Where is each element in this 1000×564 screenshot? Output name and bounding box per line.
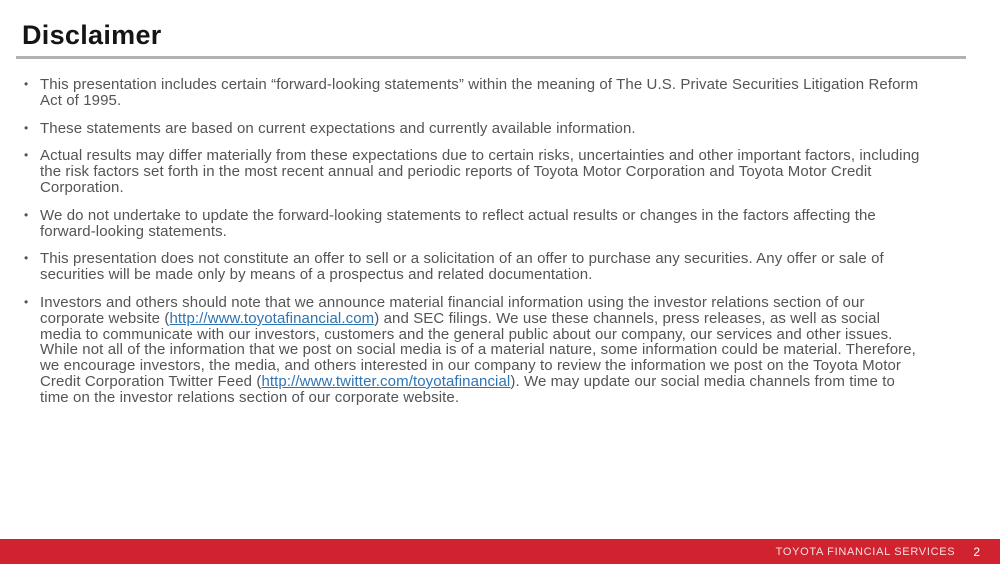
bullet-text: We do not undertake to update the forward-looking statements to reflect actual results or changes in the factors affecting the forward-looking statements. <box>40 206 876 240</box>
bullet-text <box>40 295 920 406</box>
bullet-text: These statements are based on current expectations and currently available information. <box>40 119 636 137</box>
footer-company-label: TOYOTA FINANCIAL SERVICES <box>775 545 956 558</box>
page-title: Disclaimer <box>22 20 162 50</box>
bullet-text-segment: ). We may update our social media channels from time to time on the investor relations section of our corporate website. <box>40 372 895 406</box>
list-item <box>24 121 920 137</box>
list-item <box>24 148 920 195</box>
toyotafinancial-link[interactable]: http://www.toyotafinancial.com <box>169 309 375 327</box>
twitter-feed-link[interactable]: http://www.twitter.com/toyotafinancial <box>261 372 511 390</box>
title-divider <box>16 56 966 59</box>
bullet-list <box>24 77 920 418</box>
bullet-marker: • <box>24 120 29 135</box>
footer-bar <box>0 539 1000 564</box>
list-item <box>24 208 920 240</box>
bullet-marker: • <box>24 251 29 266</box>
bullet-marker: • <box>24 77 29 91</box>
bullet-marker: • <box>24 207 29 222</box>
bullet-text-segment: Investors and others should note that we announce material financial information using the investor relations section of our corporate website ( <box>40 293 865 327</box>
page-number: 2 <box>973 544 980 559</box>
bullet-text: This presentation includes certain “forward-looking statements” within the meaning of The U.S. Private Securities Litigation Reform Act of 1995. <box>40 76 919 109</box>
bullet-marker: • <box>24 294 29 309</box>
list-item <box>24 295 920 406</box>
bullet-text: Actual results may differ materially from these expectations due to certain risks, uncertainties and other important factors, including the risk factors set forth in the most recent annual and periodic reports of Toyota Motor Corporation and Toyota Motor Credit Corporation. <box>40 147 920 196</box>
bullet-text: This presentation does not constitute an offer to sell or a solicitation of an offer to purchase any securities. Any offer or sale of securities will be made only by means of a prospectus and related documentation. <box>40 250 884 284</box>
bullet-text-segment: ) and SEC filings. We use these channels, press releases, as well as social media to communicate with our investors, customers and the general public about our company, our services and other issues. While not all of the information that we post on social media is of a material nature, some information could be material. Therefore, we encourage investors, the media, and others interested in our company to review the information we post on the Toyota Motor Credit Corporation Twitter Feed ( <box>40 309 916 390</box>
list-item <box>24 77 920 109</box>
list-item <box>24 251 920 283</box>
bullet-marker: • <box>24 148 29 163</box>
